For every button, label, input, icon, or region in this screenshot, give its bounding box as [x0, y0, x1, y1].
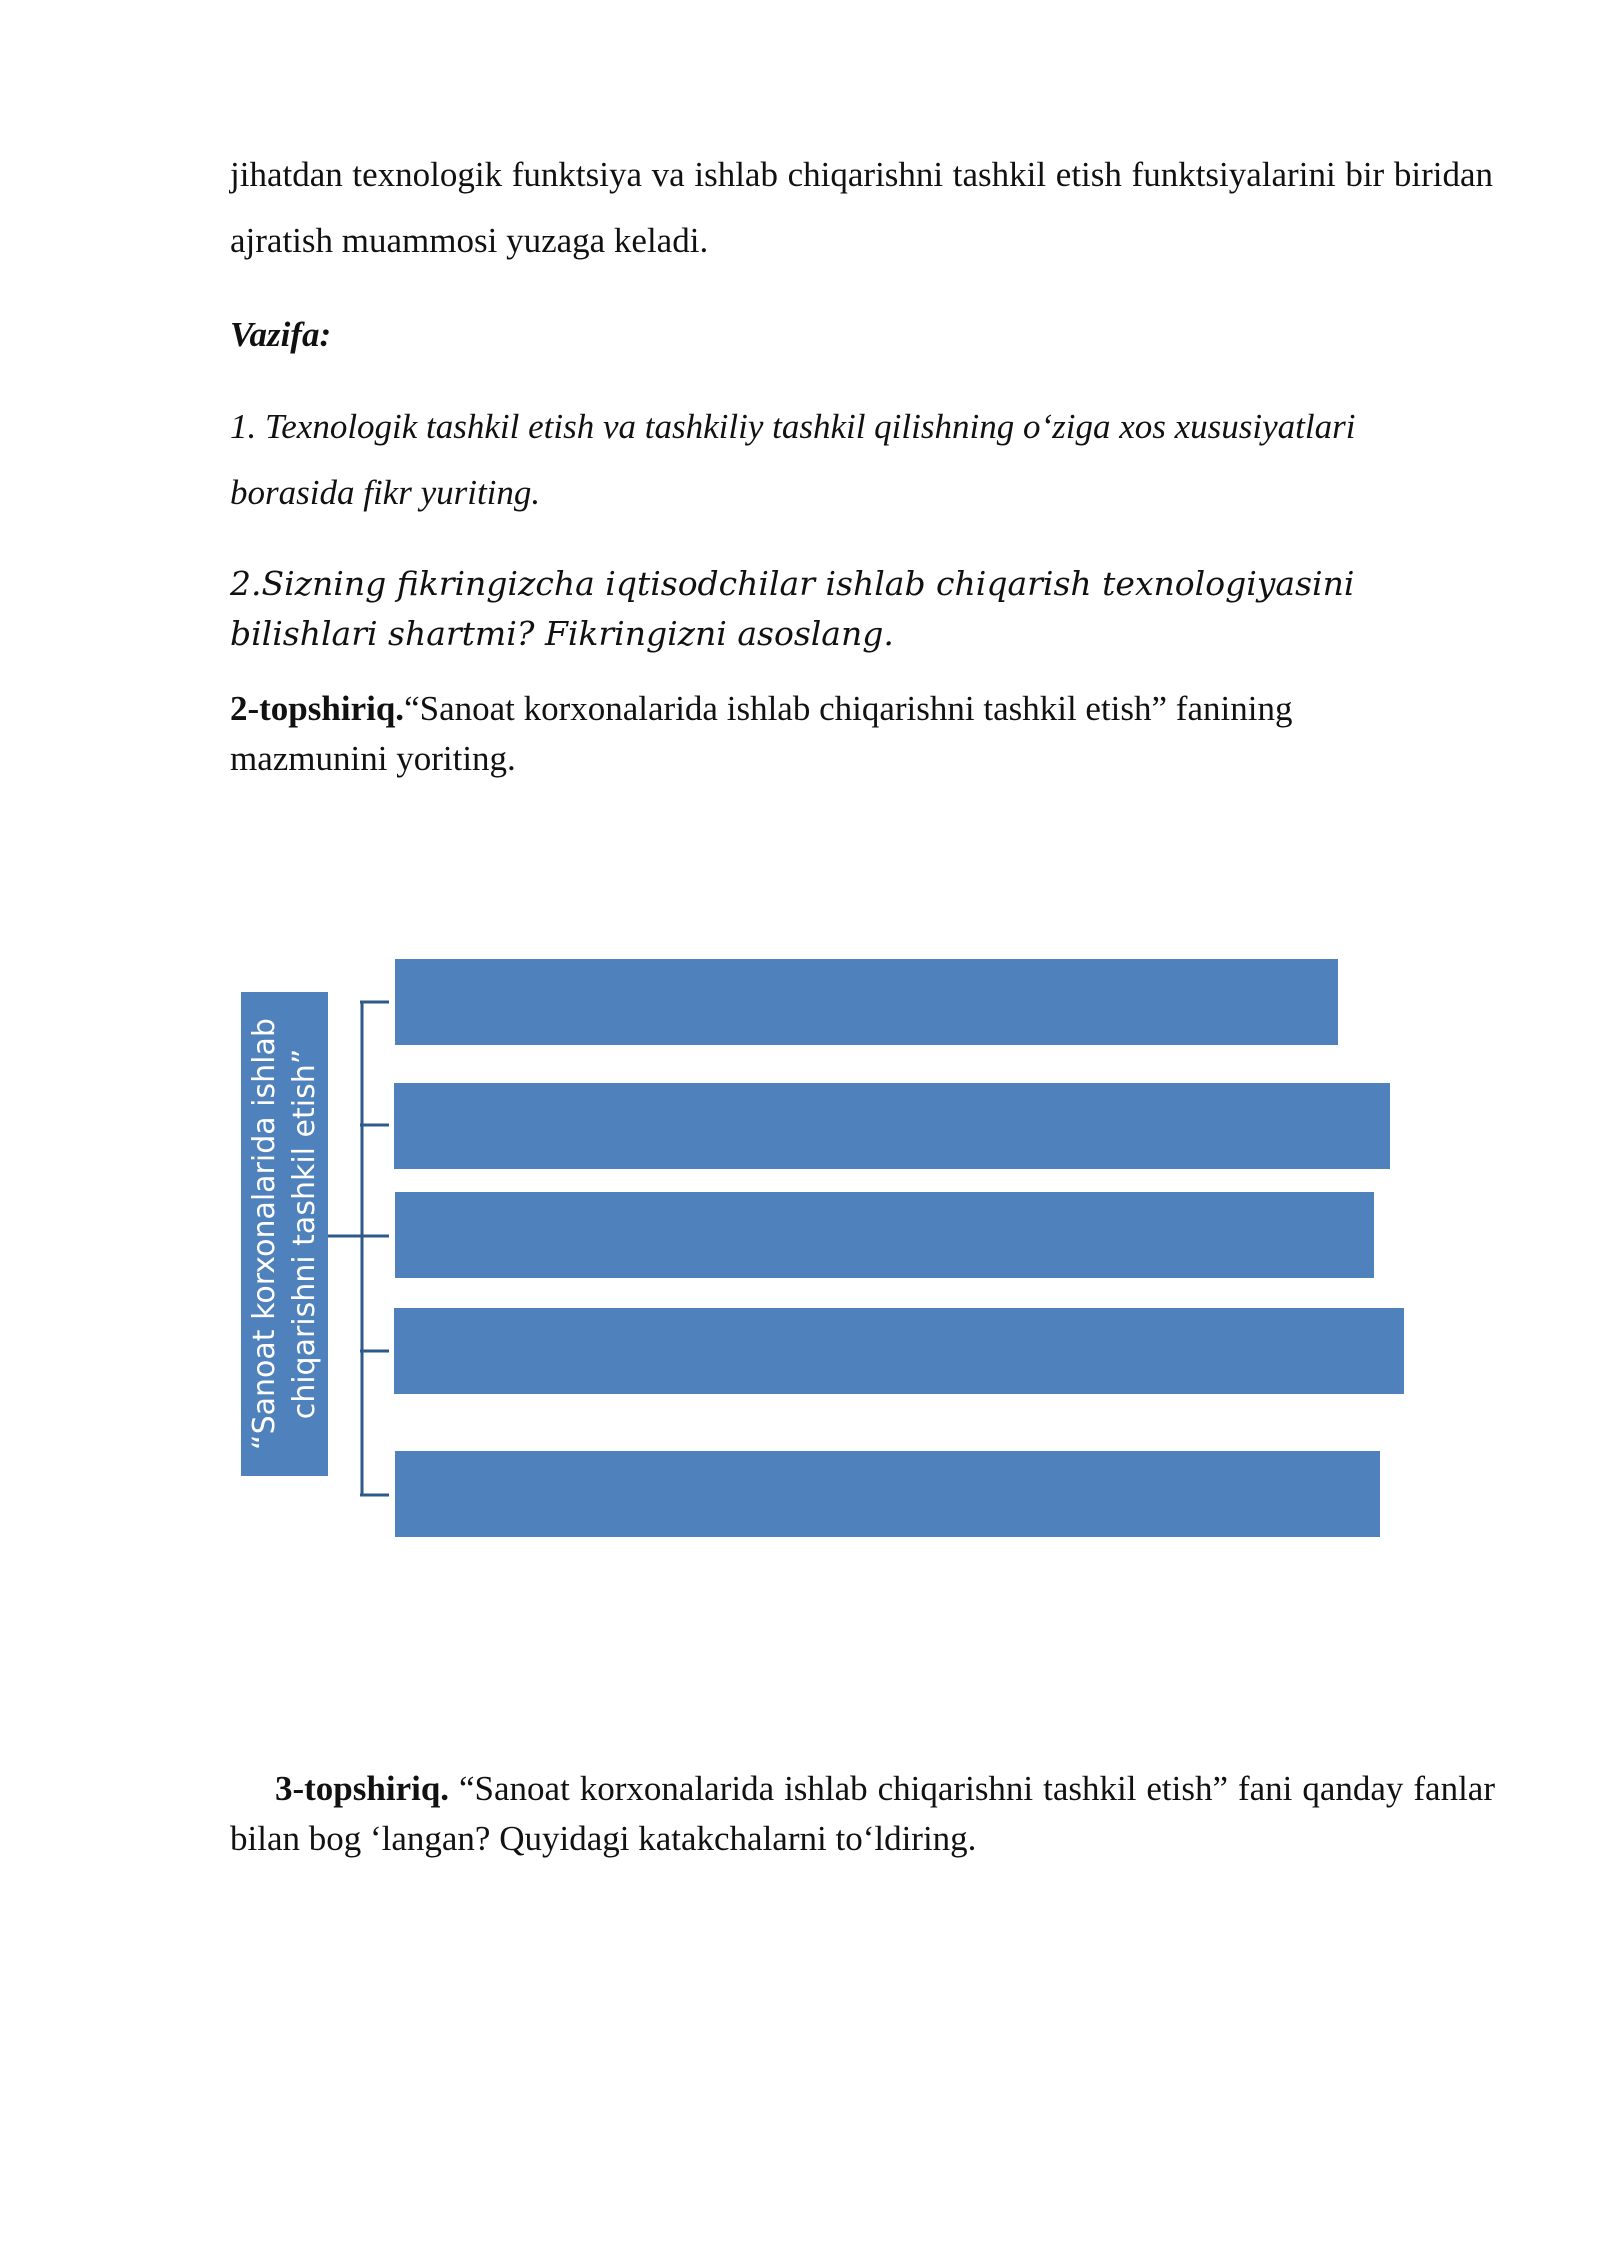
paragraph-continuation: jihatdan texnologik funktsiya va ishlab chiqarishni tashkil etish funktsiyalarini bir biridan ajratish muammosi yuzaga keladi. [230, 155, 1493, 260]
diagram-box-1 [395, 959, 1338, 1045]
topshiriq-2-label: 2-topshiriq. [230, 689, 405, 728]
task-2: 2.Sizning fikringizcha iqtisodchilar ishlab chiqarish texnologiyasini bilishlari shartmi? Fikringizni asoslang. [230, 564, 1355, 653]
diagram-box-5 [395, 1451, 1380, 1537]
topshiriq-2-text: “Sanoat korxonalarida ishlab chiqarishni tashkil etish” fanining mazmunini yoriting. [230, 689, 1293, 778]
topshiriq-3-text: “Sanoat korxonalarida ishlab chiqarishni tashkil etish” fani qanday fanlar bilan bog ‘langan? Quyidagi katakchalarni to‘ldiring. [230, 1769, 1495, 1858]
diagram-box-2 [394, 1083, 1390, 1169]
diagram-box-4 [394, 1308, 1404, 1394]
task-1: 1. Texnologik tashkil etish va tashkiliy tashkil qilishning o‘ziga xos xususiyatlari borasida fikr yuriting. [230, 407, 1356, 512]
topshiriq-3-label: 3-topshiriq. [275, 1769, 450, 1808]
diagram-box-3 [395, 1192, 1374, 1278]
topshiriq-3 [230, 1764, 1495, 1864]
vazifa-heading: Vazifa: [230, 315, 332, 354]
diagram-root-label: “Sanoat korxonalarida ishlab chiqarishni tashkil etish” [246, 1018, 322, 1450]
